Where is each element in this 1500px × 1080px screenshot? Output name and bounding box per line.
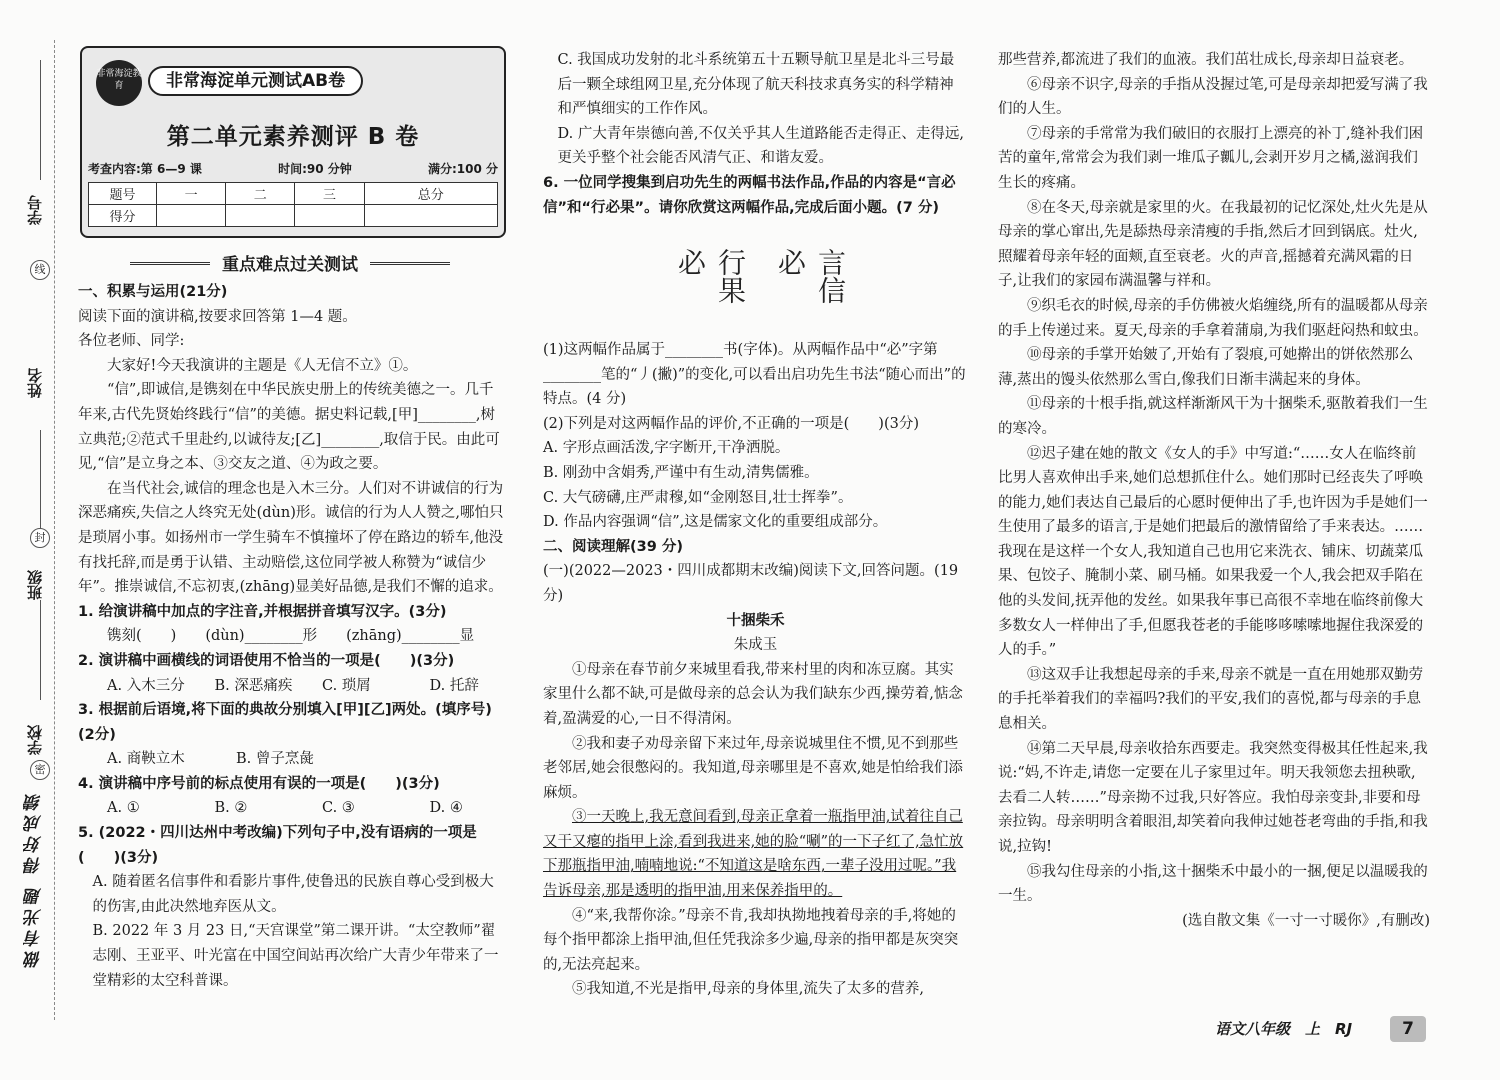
gutter-label-student-id: 学号 [26,195,44,225]
question-5-option-c: C. 我国成功发射的北斗系统第五十五颗导航卫星是北斗三号最后一颗全球组网卫星,充分体现了航天科技求真务实的科学精神和严慎细实的工作作风。 [557,52,955,118]
score-cell[interactable] [364,205,497,227]
question-6-1: (1)这两幅作品属于________书(字体)。从两幅作品中“必”字第________笔的“丿(撇)”的变化,可以看出启功先生书法“随心而出”的特点。(4 分) [543,342,966,408]
exam-full-score: 满分:100 分 [427,162,498,176]
score-table-score-row: 得分 [89,205,498,227]
binding-gutter [0,0,70,1080]
score-cell[interactable] [157,205,226,227]
article-para: ⑮我勾住母亲的小指,这十捆柴禾中最小的一捆,便足以温暖我的一生。 [998,863,1428,905]
speech-para: 在当代社会,诚信的理念也是入木三分。人们对不讲诚信的行为深恶痛疾,失信之人终究无处(dùn)形。诚信的行为人人赞之,哪怕只是琐屑小事。如扬州市一学生骑车不慎撞坏了停在路边的轿车,他没有找托辞,而是勇于认错、主动赔偿,这位同学被人称赞为“诚信少年”。推崇诚信,不忘初衷,(zhāng)显美好品德,是我们不懈的追求。 [78,480,504,596]
greeting: 各位老师、同学: [78,333,185,350]
score-cell[interactable] [226,205,295,227]
speech-para: “信”,即诚信,是镌刻在中华民族史册上的传统美德之一。几千年来,古代先贤始终践行“信”的美德。据史料记载,[甲]________,树立典范;②范式千里赴约,以诚待友;[乙]________,取信于民。由此可见,“信”是立身之本、③交友之道、④为政之要。 [78,382,500,473]
speech-para: 大家好!今天我演讲的主题是《人无信不立》①。 [107,357,418,374]
article-para: ②我和妻子劝母亲留下来过年,母亲说城里住不惯,见不到那些老邻居,她会很憋闷的。我知道,母亲哪里是不喜欢,她是怕给我们添麻烦。 [543,735,963,801]
question-6-2: (2)下列是对这两幅作品的评价,不正确的一项是( )(3分) [543,415,919,432]
article-title: 十捆柴禾 [726,612,785,629]
logo: 非常海淀教育 [96,60,142,106]
article-para: ⑪母亲的十根手指,就这样渐渐风干为十捆柴禾,驱散着我们一生的寒冷。 [998,396,1428,437]
gutter-label-school: 学校 [26,725,44,755]
article-source: (选自散文集《一寸一寸暖你》,有删改) [1182,912,1430,929]
seal-circle-xian: 线 [30,260,50,280]
reading-intro: (一)(2022—2023・四川成都期末改编)阅读下文,回答问题。(19 分) [543,563,959,604]
article-para: ④“来,我帮你涂。”母亲不肯,我却执拗地拽着母亲的手,将她的每个指甲都涂上指甲油,但任凭我涂多少遍,母亲的指甲都是灰突突的,无法亮起来。 [543,907,959,973]
score-table [88,182,498,227]
exam-title: 第二单元素养测评 B 卷 [166,124,420,150]
article-para: ⑬这双手让我想起母亲的手来,母亲不就是一直在用她那双勤劳的手托举着我们的幸福吗?我们的平安,我们的喜悦,都与母亲的手息息相关。 [998,666,1424,733]
part2-heading: 二、阅读理解(39 分) [543,538,683,555]
question-2-options: A. 入木三分 B. 深恶痛疾 C. 琐屑 D. 托辞 [107,677,479,694]
question-6-option-c: C. 大气磅礴,庄严肃穆,如“金刚怒目,壮士挥拳”。 [543,489,853,506]
page-number: 7 [1390,1016,1426,1042]
exam-header [80,46,506,238]
question-6-option-b: B. 刚劲中含娟秀,严谨中有生动,清隽儒雅。 [543,464,819,481]
instructions: 阅读下面的演讲稿,按要求回答第 1—4 题。 [78,308,357,325]
article-para: ⑤我知道,不光是指甲,母亲的身体里,流失了太多的营养, [572,981,924,998]
section-heading: 重点难点过关测试 [90,250,490,275]
article-para: ⑭第二天早晨,母亲收拾东西要走。我突然变得极其任性起来,我说:“妈,不许走,请您一定要在儿子家里过年。明天我领您去扭秧歌,去看二人转……”母亲拗不过我,只好答应。我怕母亲变卦,非要和母亲拉钩。母亲明明含着眼泪,却笑着向我伸过她苍老弯曲的手指,和我说,拉钩! [998,740,1428,855]
question-5-option-b: B. 2022 年 3 月 23 日,“天宫课堂”第二课开讲。“太空教师”翟志刚、王亚平、叶光富在中国空间站再次给广大青少年带来了一堂精彩的太空科普课。 [92,923,499,989]
question-4-options: A. ① B. ② C. ③ D. ④ [107,800,463,817]
article-para: ⑩母亲的手掌开始皴了,开始有了裂痕,可她擀出的饼依然那么薄,蒸出的馒头依然那么雪白,像我们日渐丰满起来的身体。 [998,347,1414,388]
question-1: 1. 给演讲稿中加点的字注音,并根据拼音填写汉字。(3分) [78,603,447,620]
gutter-label-name: 姓名 [26,368,44,398]
score-cell[interactable] [295,205,364,227]
article-para-underlined: ③一天晚上,我无意间看到,母亲正拿着一瓶指甲油,试着往自己又干又瘪的指甲上涂,看到我进来,她的脸“唰”的一下子红了,急忙放下那瓶指甲油,喃喃地说:“不知道这是啥东西,一辈子没用过呢。”我告诉母亲,那是透明的指甲油,用来保养指甲的。 [543,809,964,900]
exam-time: 时间:90 分钟 [278,162,352,176]
calligraphy-artworks [660,248,880,328]
series-title: 非常海淀单元测试AB卷 [148,66,363,96]
question-5-option-d: D. 广大青年崇德向善,不仅关乎其人生道路能否走得正、走得远,更关乎整个社会能否风清气正、和谐友爱。 [557,125,965,167]
question-3-options: A. 商鞅立木 B. 曾子烹彘 [107,751,314,768]
question-2: 2. 演讲稿中画横线的词语使用不恰当的一项是( )(3分) [78,652,455,669]
exam-content: 考查内容:第 6—9 课 [88,162,202,176]
question-6: 6. 一位同学搜集到启功先生的两幅书法作品,作品的内容是“言必信”和“行必果”。请你欣赏这两幅作品,完成后面小题。(7 分) [543,174,956,216]
article-para: ⑫迟子建在她的散文《女人的手》中写道:“……女人在临终前比男人喜欢伸出手来,她们总想抓住什么。她们那时已经丧失了呼唤的能力,她们表达自己最后的心愿时便伸出了手,也许因为手是她们一生使用了最多的语言,于是她们把最后的激情留给了手来表达。……我现在是这样一个女人,我知道自己也用它来洗衣、铺床、切蔬菜瓜果、包饺子、腌制小菜、刷马桶。如果我爱一个人,我会把双手陷在他的头发间,抚弄他的发丝。如果我年事已高很不幸地在临终前像大多数女人一样伸出了手,但愿我苍老的手能哆哆嗦嗦地握住我深爱的人的手。” [998,445,1428,659]
question-3: 3. 根据前后语境,将下面的典故分别填入[甲][乙]两处。(填序号)(2分) [78,702,492,743]
slogan: 做有光题 得好成绩 [25,790,45,968]
article-para: ⑦母亲的手常常为我们破旧的衣服打上漂亮的补丁,缝补我们困苦的童年,常常会为我们剥一堆瓜子瓤儿,会剥开岁月之橘,滋润我们生长的疼痛。 [998,125,1424,191]
score-table-header-row: 题号 一 二 三 总分 [89,183,498,205]
question-6-option-d: D. 作品内容强调“信”,这是儒家文化的重要组成部分。 [543,514,888,531]
question-1-blanks: 镌刻( ) (dùn)________形 (zhāng)________显 [107,628,475,645]
calligraphy-yan-bi-xin: 言信必 [774,248,847,304]
question-6-option-a: A. 字形点画活泼,字字断开,干净洒脱。 [543,440,790,457]
article-para: 那些营养,都流进了我们的血液。我们茁壮成长,母亲却日益衰老。 [998,52,1414,68]
question-5: 5. (2022・四川达州中考改编)下列句子中,没有语病的一项是( )(3分) [78,825,477,866]
article-para: ⑥母亲不识字,母亲的手指从没握过笔,可是母亲却把爱写满了我们的人生。 [998,76,1428,118]
gutter-label-class: 班级 [26,570,44,600]
footer-book-label: 语文八年级 上 RJ [1215,1020,1353,1038]
article-author: 朱成玉 [733,637,778,654]
question-5-option-a: A. 随着匿名信事件和看影片事件,使鲁迅的民族自尊心受到极大的伤害,由此决然地弃医从文。 [92,874,494,915]
calligraphy-xing-bi-guo: 行果必 [674,248,747,304]
article-para: ⑧在冬天,母亲就是家里的火。在我最初的记忆深处,灶火先是从母亲的掌心窜出,先是舔热母亲清瘦的手指,然后才回到锅底。灶火,照耀着母亲年轻的面颊,直至衰老。火的声音,摇撼着充满风霜的日子,让我们的家园布满温馨与祥和。 [998,199,1428,290]
seal-circle-mi: 密 [30,760,50,780]
question-4: 4. 演讲稿中序号前的标点使用有误的一项是( )(3分) [78,775,440,792]
seal-circle-feng: 封 [30,528,50,548]
part1-heading: 一、积累与运用(21分) [78,284,228,300]
article-para: ①母亲在春节前夕来城里看我,带来村里的肉和冻豆腐。其实家里什么都不缺,可是做母亲的总会认为我们缺东少西,操劳着,惦念着,盈满爱的心,一日不得清闲。 [543,661,963,727]
exam-meta [88,160,498,177]
article-para: ⑨织毛衣的时候,母亲的手仿佛被火焰缠绕,所有的温暖都从母亲的手上传递过来。夏天,母亲的手拿着蒲扇,为我们驱赶闷热和蚊虫。 [998,297,1428,339]
